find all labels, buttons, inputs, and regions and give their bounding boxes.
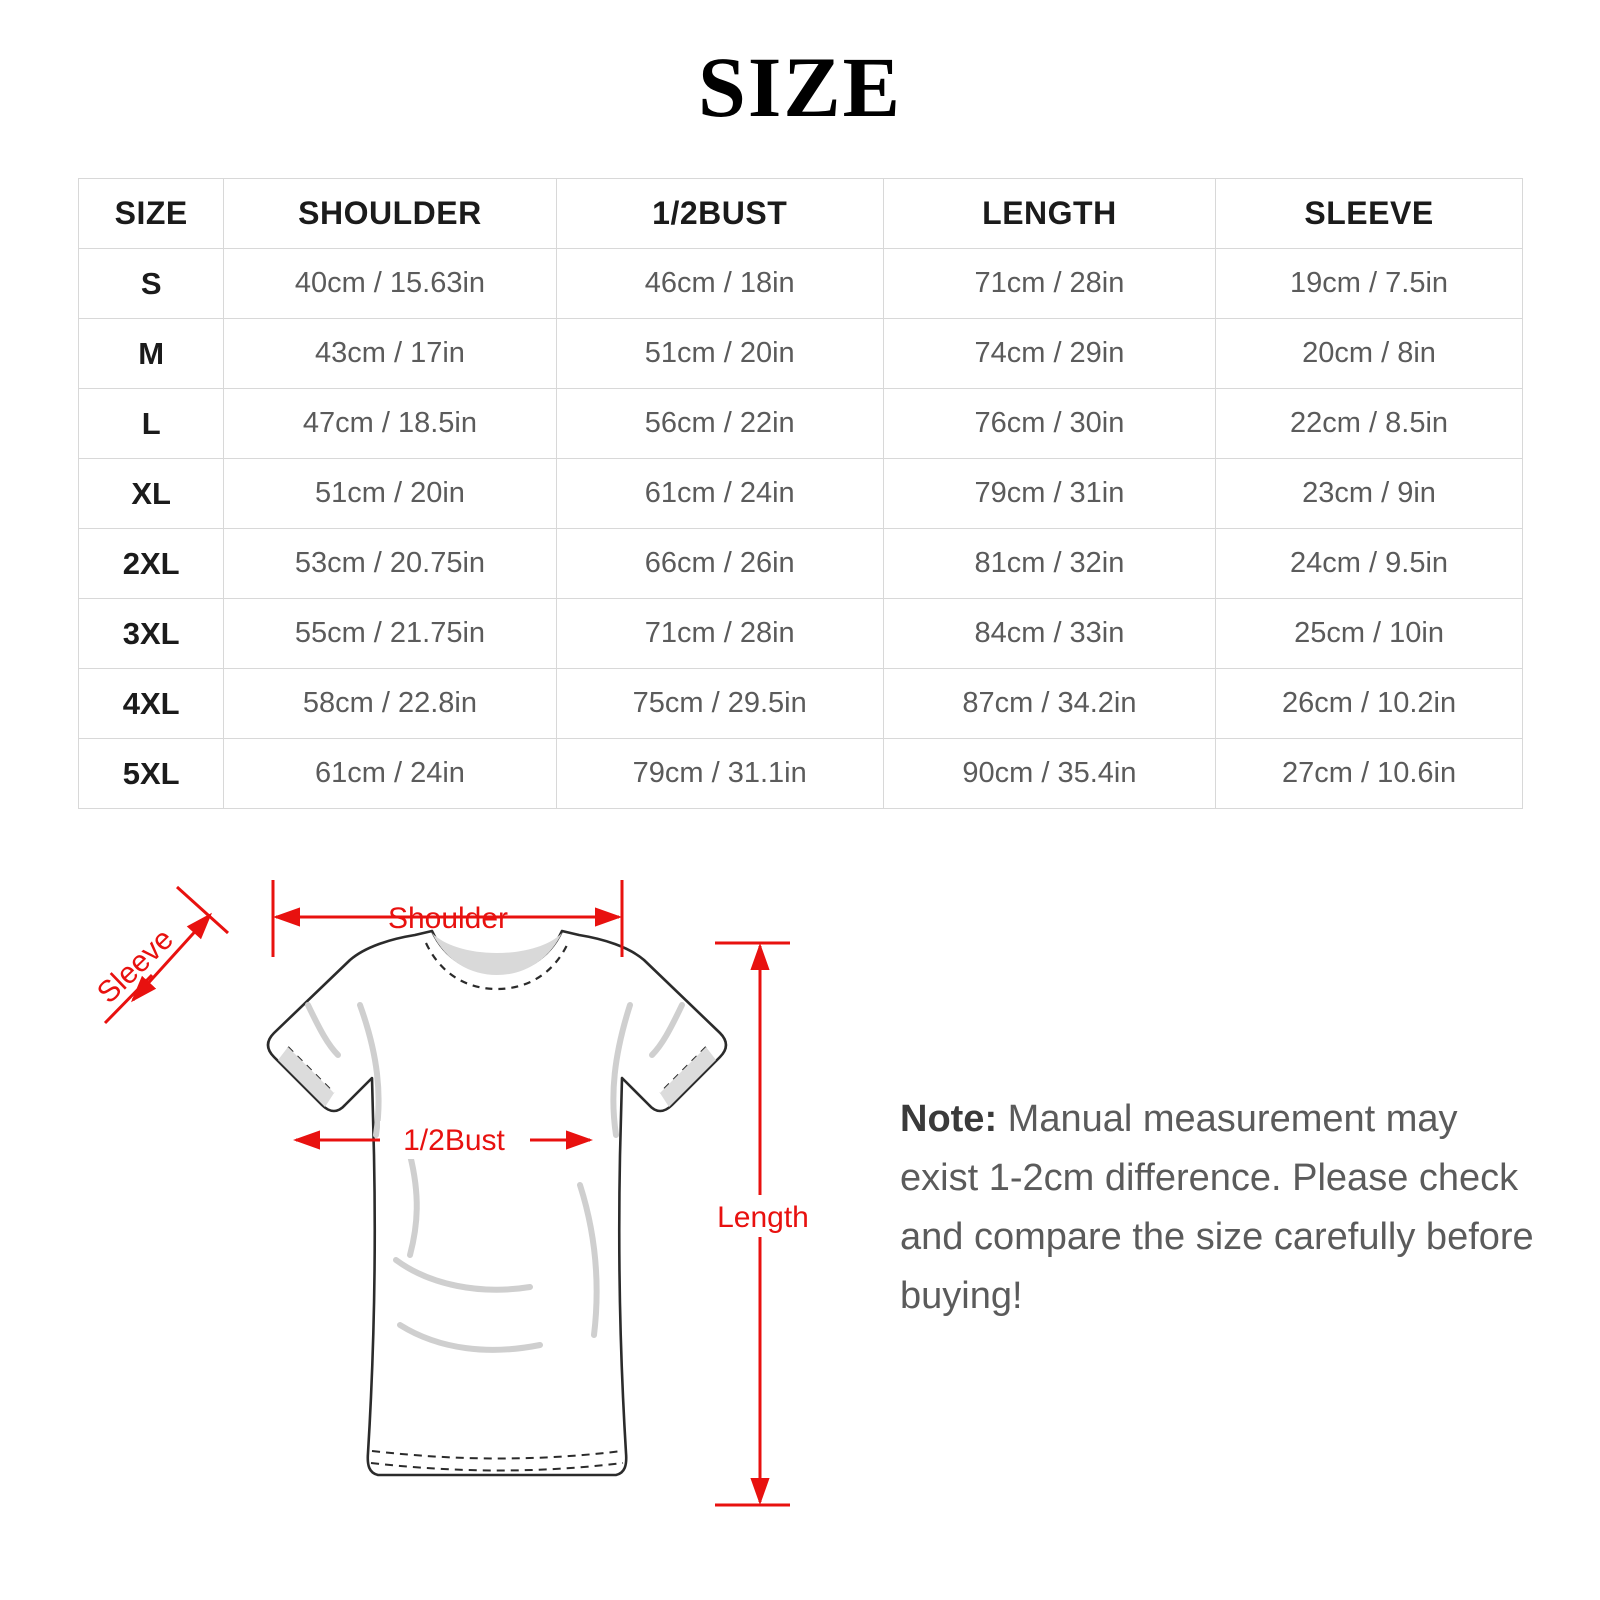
column-header-length: LENGTH (883, 179, 1215, 249)
cell-sleeve: 27cm / 10.6in (1216, 739, 1523, 809)
tshirt-measurement-diagram (60, 855, 890, 1555)
cell-size: 4XL (79, 669, 224, 739)
column-header-size: SIZE (79, 179, 224, 249)
shoulder-label: Shoulder (387, 902, 509, 935)
table-row (79, 599, 1523, 669)
cell-sleeve: 26cm / 10.2in (1216, 669, 1523, 739)
table-row (79, 459, 1523, 529)
cell-shoulder: 53cm / 20.75in (224, 529, 556, 599)
cell-size: 5XL (79, 739, 224, 809)
cell-sleeve: 22cm / 8.5in (1216, 389, 1523, 459)
table-row (79, 669, 1523, 739)
bust-label: 1/2Bust (403, 1124, 505, 1157)
note-prefix: Note: (900, 1098, 998, 1140)
table-row (79, 389, 1523, 459)
cell-bust: 56cm / 22in (556, 389, 883, 459)
cell-bust: 46cm / 18in (556, 249, 883, 319)
cell-sleeve: 23cm / 9in (1216, 459, 1523, 529)
cell-size: M (79, 319, 224, 389)
cell-size: XL (79, 459, 224, 529)
cell-size: 3XL (79, 599, 224, 669)
cell-bust: 75cm / 29.5in (556, 669, 883, 739)
cell-bust: 79cm / 31.1in (556, 739, 883, 809)
page-title: SIZE (697, 39, 903, 135)
cell-length: 76cm / 30in (883, 389, 1215, 459)
cell-bust: 51cm / 20in (556, 319, 883, 389)
column-header-sleeve: SLEEVE (1216, 179, 1523, 249)
cell-sleeve: 20cm / 8in (1216, 319, 1523, 389)
sleeve-label: Sleeve (90, 922, 180, 1010)
cell-shoulder: 58cm / 22.8in (224, 669, 556, 739)
length-label: Length (717, 1201, 809, 1234)
cell-sleeve: 19cm / 7.5in (1216, 249, 1523, 319)
tshirt-outline (268, 931, 726, 1475)
cell-shoulder: 51cm / 20in (224, 459, 556, 529)
cell-shoulder: 43cm / 17in (224, 319, 556, 389)
table-row (79, 739, 1523, 809)
cell-sleeve: 24cm / 9.5in (1216, 529, 1523, 599)
column-header-bust: 1/2BUST (556, 179, 883, 249)
cell-length: 90cm / 35.4in (883, 739, 1215, 809)
table-row (79, 319, 1523, 389)
cell-length: 81cm / 32in (883, 529, 1215, 599)
size-table (78, 178, 1523, 809)
cell-shoulder: 40cm / 15.63in (224, 249, 556, 319)
column-header-shoulder: SHOULDER (224, 179, 556, 249)
note-text: Manual measurement may exist 1-2cm difference. Please check and compare the size carefully before buying! (900, 1098, 1534, 1317)
cell-size: S (79, 249, 224, 319)
table-header-row (79, 179, 1523, 249)
table-row (79, 529, 1523, 599)
measurement-note (900, 1090, 1540, 1326)
cell-length: 79cm / 31in (883, 459, 1215, 529)
cell-shoulder: 61cm / 24in (224, 739, 556, 809)
cell-sleeve: 25cm / 10in (1216, 599, 1523, 669)
cell-length: 87cm / 34.2in (883, 669, 1215, 739)
cell-bust: 61cm / 24in (556, 459, 883, 529)
table-row (79, 249, 1523, 319)
cell-size: L (79, 389, 224, 459)
cell-bust: 71cm / 28in (556, 599, 883, 669)
cell-length: 71cm / 28in (883, 249, 1215, 319)
cell-shoulder: 47cm / 18.5in (224, 389, 556, 459)
cell-bust: 66cm / 26in (556, 529, 883, 599)
cell-size: 2XL (79, 529, 224, 599)
cell-length: 84cm / 33in (883, 599, 1215, 669)
cell-shoulder: 55cm / 21.75in (224, 599, 556, 669)
cell-length: 74cm / 29in (883, 319, 1215, 389)
